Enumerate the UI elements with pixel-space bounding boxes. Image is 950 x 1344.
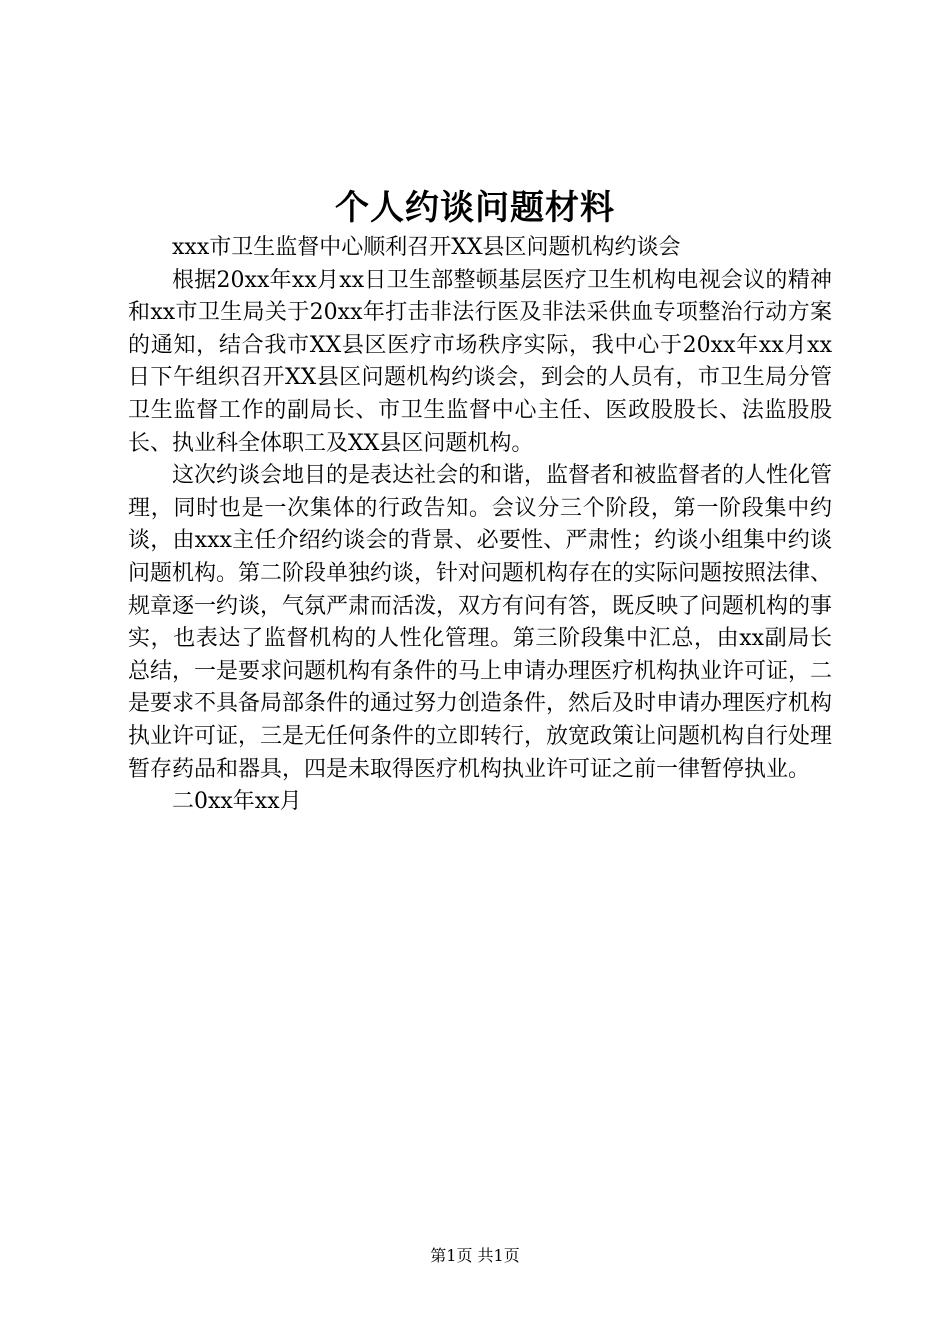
- paragraph-background: 根据20xx年xx月xx日卫生部整顿基层医疗卫生机构电视会议的精神和xx市卫生局关于20xx年打击非法行医及非法采供血专项整治行动方案的通知，结合我市XX县区医疗市场秩序实际，我中心于20xx年xx月xx日下午组织召开XX县区问题机构约谈会，到会的人员有，市卫生局分管卫生监督工作的副局长、市卫生监督中心主任、医政股股长、法监股股长、执业科全体职工及XX县区问题机构。: [128, 267, 832, 456]
- paragraph-date: 二0xx年xx月: [172, 789, 302, 815]
- document-title: 个人约谈问题材料: [335, 188, 615, 228]
- page-footer: 第1页 共1页: [430, 1246, 520, 1265]
- paragraph-subtitle: xxx市卫生监督中心顺利召开XX县区问题机构约谈会: [172, 235, 681, 260]
- document-body: [128, 232, 832, 819]
- paragraph-meeting-details: 这次约谈会地目的是表达社会的和谐，监督者和被监督者的人性化管理，同时也是一次集体的行政告知。会议分三个阶段，第一阶段集中约谈，由xxx主任介绍约谈会的背景、必要性、严肃性；约谈小组集中约谈问题机构。第二阶段单独约谈，针对问题机构存在的实际问题按照法律、规章逐一约谈，气氛严肃而活泼，双方有问有答，既反映了问题机构的事实，也表达了监督机构的人性化管理。第三阶段集中汇总，由xx副局长总结，一是要求问题机构有条件的马上申请办理医疗机构执业许可证，二是要求不具备局部条件的通过努力创造条件，然后及时申请办理医疗机构执业许可证，三是无任何条件的立即转行，放宽政策让问题机构自行处理暂存药品和器具，四是未取得医疗机构执业许可证之前一律暂停执业。: [128, 463, 833, 782]
